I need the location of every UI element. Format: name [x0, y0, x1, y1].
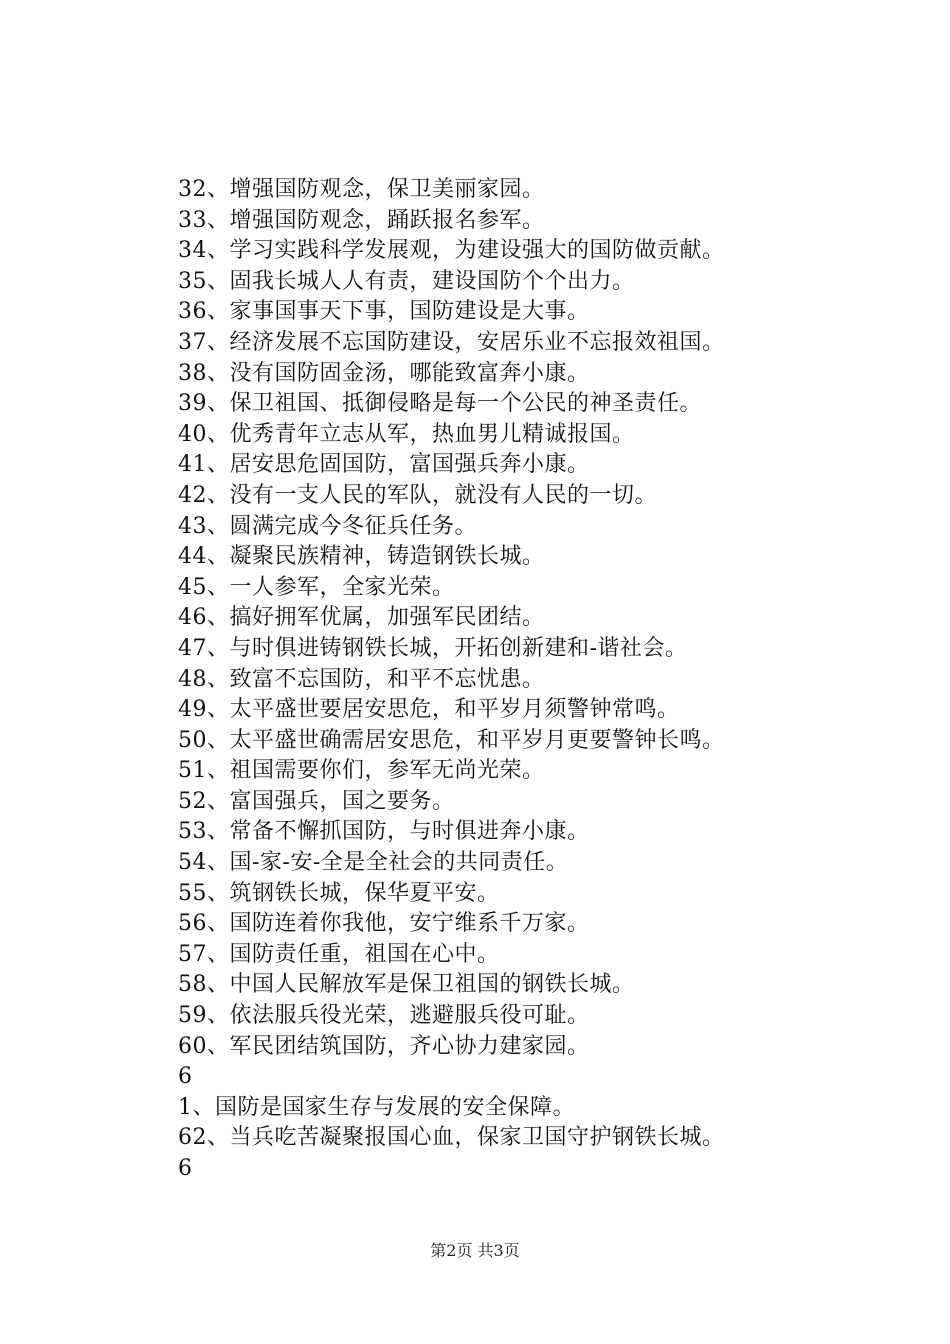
text-line: 33、增强国防观念，踊跃报名参军。	[178, 207, 545, 233]
text-line: 34、学习实践科学发展观，为建设强大的国防做贡献。	[178, 238, 725, 264]
text-line: 49、太平盛世要居安思危，和平岁月须警钟常鸣。	[178, 697, 680, 723]
page-footer: 第2页 共3页	[430, 1241, 520, 1260]
text-line: 59、依法服兵役光荣，逃避服兵役可耻。	[178, 1003, 590, 1029]
text-line: 36、家事国事天下事，国防建设是大事。	[178, 299, 590, 325]
text-line: 50、太平盛世确需居安思危，和平岁月更要警钟长鸣。	[178, 727, 725, 753]
text-line: 51、祖国需要你们，参军无尚光荣。	[178, 758, 545, 784]
text-line: 52、富国强兵，国之要务。	[178, 788, 455, 814]
text-line: 42、没有一支人民的军队，就没有人民的一切。	[178, 482, 657, 508]
text-line: 54、国-家-安-全是全社会的共同责任。	[178, 850, 569, 876]
text-line: 57、国防责任重，祖国在心中。	[178, 941, 500, 967]
text-line: 43、圆满完成今冬征兵任务。	[178, 513, 477, 539]
text-line: 46、搞好拥军优属，加强军民团结。	[178, 605, 545, 631]
text-line: 45、一人参军，全家光荣。	[178, 574, 455, 600]
text-line: 53、常备不懈抓国防，与时俱进奔小康。	[178, 819, 590, 845]
slogan-list	[178, 175, 898, 1185]
text-line: 60、军民团结筑国防，齐心协力建家园。	[178, 1033, 590, 1059]
text-line: 62、当兵吃苦凝聚报国心血，保家卫国守护钢铁长城。	[178, 1125, 725, 1151]
text-line: 40、优秀青年立志从军，热血男儿精诚报国。	[178, 421, 635, 447]
text-line: 37、经济发展不忘国防建设，安居乐业不忘报效祖国。	[178, 329, 725, 355]
text-line: 39、保卫祖国、抵御侵略是每一个公民的神圣责任。	[178, 391, 702, 417]
text-line: 35、固我长城人人有责，建设国防个个出力。	[178, 268, 635, 294]
text-line: 55、筑钢铁长城，保华夏平安。	[178, 880, 500, 906]
text-line: 41、居安思危固国防，富国强兵奔小康。	[178, 452, 590, 478]
text-line: 38、没有国防固金汤，哪能致富奔小康。	[178, 360, 590, 386]
text-line: 47、与时俱进铸钢铁长城，开拓创新建和-谐社会。	[178, 635, 688, 661]
text-line: 32、增强国防观念，保卫美丽家园。	[178, 177, 545, 202]
text-line: 6	[178, 1064, 193, 1090]
text-line: 48、致富不忘国防，和平不忘忧患。	[178, 666, 545, 692]
text-line: 58、中国人民解放军是保卫祖国的钢铁长城。	[178, 972, 635, 998]
text-line: 6	[178, 1156, 193, 1181]
text-line: 44、凝聚民族精神，铸造钢铁长城。	[178, 544, 545, 570]
text-line: 1、国防是国家生存与发展的安全保障。	[178, 1094, 575, 1120]
text-line: 56、国防连着你我他，安宁维系千万家。	[178, 911, 590, 937]
